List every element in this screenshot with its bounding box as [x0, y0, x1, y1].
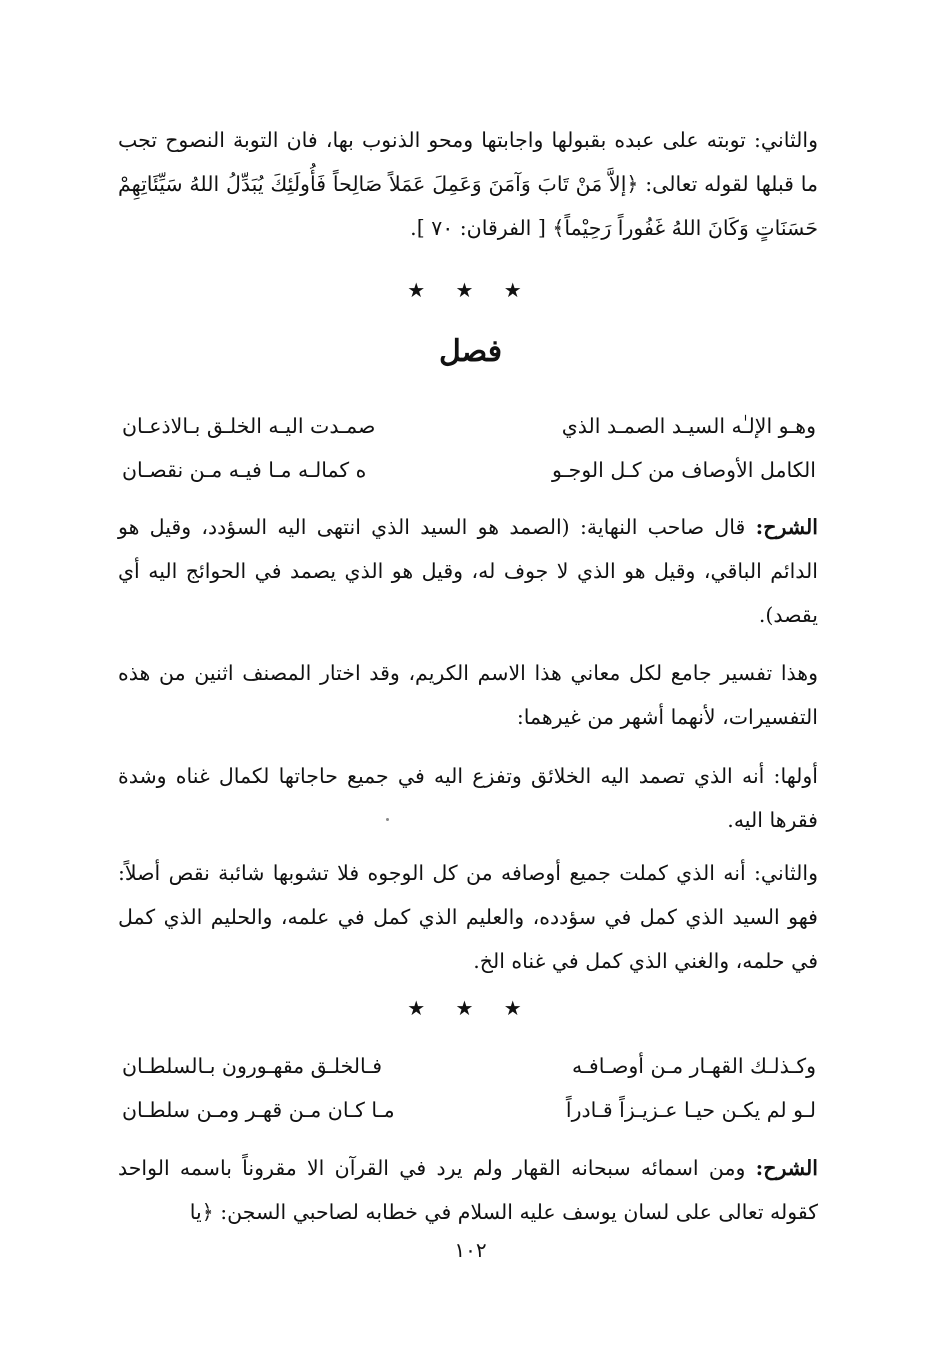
- commentary-samad: [118, 505, 818, 637]
- separator-stars-top: ★ ★ ★: [407, 278, 534, 302]
- page-number: ١٠٢: [454, 1238, 487, 1262]
- poem1-verse-1-first-hemistich: وهـو الإلـٰه السيـد الصمـد الذي: [561, 414, 816, 438]
- poem2-verse-2-second-hemistich: مـا كـان مـن قهـر ومـن سلطـان: [122, 1098, 395, 1122]
- commentary-qahhar-text: ومن اسمائه سبحانه القهار ولم يرد في القرآن الا مقروناً باسمه الواحد كقوله تعالى على لسان يوسف عليه السلام في خطابه لصاحبي السجن: ﴿يا: [118, 1156, 818, 1224]
- paragraph-second-meaning-text: والثاني: أنه الذي كملت جميع أوصافه من كل الوجوه فلا تشوبها شائبة نقص أصلاً: فهو السيد الذي كمل في سؤدده، والعليم الذي كمل في علمه، والحليم الذي كمل في حلمه، والغني الذي كمل في غناه الخ.: [118, 861, 818, 973]
- section-heading: فصل: [438, 334, 503, 369]
- paragraph-tawba-text: والثاني: توبته على عبده بقبولها واجابتها ومحو الذنوب بها، فان التوبة النصوح تجب ما قبلها لقوله تعالى: ﴿إلاَّ مَنْ تَابَ وَآمَنَ وَعَمِلَ عَمَلاً صَالِحاً فَأُولَئِكَ يُبَدِّلُ اللهُ سَيِّئَاتِهِمْ حَسَنَاتٍ وَكَانَ اللهُ غَفُوراً رَحِيْماً﴾ [ الفرقان: ٧٠ ].: [118, 128, 818, 240]
- poem2-verse-1-second-hemistich: فـالخلـق مقهـورون بـالسلطـان: [122, 1054, 383, 1078]
- poem1-verse-2: [122, 448, 816, 492]
- paragraph-tafsir: [118, 651, 818, 739]
- commentary-samad-text: قال صاحب النهاية: (الصمد هو السيد الذي انتهى اليه السؤدد، وقيل هو الدائم الباقي، وقيل هو الذي لا جوف له، وقيل هو الذي يصمد في الحوائج اليه أي يقصد).: [118, 515, 818, 627]
- paragraph-second-meaning: [118, 851, 818, 983]
- paragraph-first-meaning-text: أولها: أنه الذي تصمد اليه الخلائق وتفزع اليه في جميع حاجاتها لكمال غناه وشدة فقرها اليه.: [118, 764, 818, 832]
- paragraph-tafsir-text: وهذا تفسير جامع لكل معاني هذا الاسم الكريم، وقد اختار المصنف اثنين من هذه التفسيرات، لأنهما أشهر من غيرهما:: [118, 661, 818, 729]
- poem1-verse-1-second-hemistich: صمـدت اليـه الخلـق بـالاذعـان: [122, 414, 376, 438]
- commentary-qahhar: [118, 1146, 818, 1234]
- commentary-label: الشرح:: [755, 1156, 818, 1180]
- poem2-verse-2-first-hemistich: لـو لم يكـن حيـا عـزيـزاً قـادراً: [565, 1098, 816, 1122]
- paper-speck: [386, 818, 389, 821]
- paragraph-first-meaning: [118, 754, 818, 842]
- poem2-verse-1: [122, 1044, 816, 1088]
- poem1-verse-1: [122, 404, 816, 448]
- poem2-verse-1-first-hemistich: وكـذلـك القهـار مـن أوصـافـه: [571, 1054, 816, 1078]
- separator-stars-bottom: ★ ★ ★: [407, 996, 534, 1020]
- poem1-verse-2-second-hemistich: ه كمالـه مـا فيـه مـن نقصـان: [122, 458, 367, 482]
- commentary-label: الشرح:: [755, 515, 818, 539]
- poem2-verse-2: [122, 1088, 816, 1132]
- poem1-verse-2-first-hemistich: الكامل الأوصاف من كـل الوجـو: [552, 458, 816, 482]
- paragraph-tawba: [118, 118, 818, 250]
